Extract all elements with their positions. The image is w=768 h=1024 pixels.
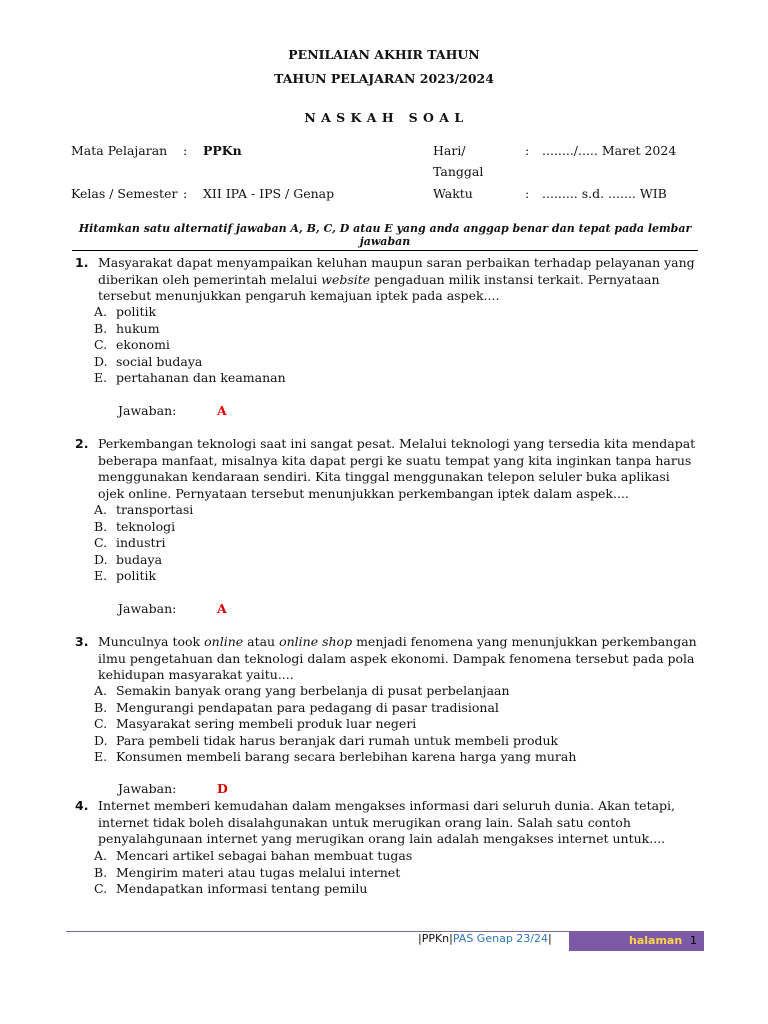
- answer-value: A: [217, 601, 227, 616]
- option-a: A. politik: [94, 304, 157, 319]
- page-number: 1: [690, 934, 697, 947]
- option-c: C. Mendapatkan informasi tentang pemilu: [94, 881, 368, 897]
- subject-colon: :: [183, 143, 188, 158]
- answer-line: Jawaban: D: [118, 781, 228, 796]
- date-label: Tanggal: [433, 164, 484, 179]
- class-colon: :: [183, 186, 188, 201]
- option-d: D. Para pembeli tidak harus beranjak dari rumah untuk membeli produk: [94, 732, 559, 748]
- option-a: A. transportasi: [94, 502, 194, 517]
- answer-value: A: [217, 403, 227, 418]
- title-line-1: PENILAIAN AKHIR TAHUN: [288, 47, 480, 62]
- option-e: E. pertahanan dan keamanan: [94, 370, 286, 386]
- page-label: halaman: [629, 934, 683, 947]
- question-number: 1.: [75, 255, 89, 270]
- option-e: E. politik: [94, 568, 157, 584]
- option-a: A. Mencari artikel sebagai bahan membuat tugas: [94, 848, 413, 863]
- answer-value: D: [217, 781, 228, 796]
- option-e: E. Konsumen membeli barang secara berlebihan karena harga yang murah: [94, 749, 577, 765]
- time-label: Waktu: [433, 186, 473, 201]
- day-value: ......../..... Maret 2024: [542, 143, 677, 158]
- option-b: B. teknologi: [94, 518, 176, 534]
- time-value: ......... s.d. ....... WIB: [542, 186, 667, 201]
- option-d: D. social budaya: [94, 353, 203, 369]
- subject-label: Mata Pelajaran: [71, 143, 168, 158]
- time-colon: :: [525, 186, 530, 201]
- subject-value: PPKn: [203, 143, 242, 158]
- footer-page-box: [569, 931, 704, 951]
- day-label: Hari/: [433, 143, 466, 158]
- day-colon: :: [525, 143, 530, 158]
- option-b: B. Mengirim materi atau tugas melalui internet: [94, 864, 401, 880]
- instruction: Hitamkan satu alternatif jawaban A, B, C, D atau E yang anda anggap benar dan tepat pada lembar jawaban: [72, 222, 698, 251]
- answer-line: Jawaban: A: [118, 403, 227, 418]
- options-list: [94, 683, 704, 766]
- options-list: [94, 304, 704, 387]
- question-number: 4.: [75, 798, 89, 813]
- title-line-2: TAHUN PELAJARAN 2023/2024: [274, 71, 494, 86]
- footer-exam: PAS Genap 23/24: [452, 932, 548, 945]
- answer-line: Jawaban: A: [118, 601, 227, 616]
- question-number: 2.: [75, 436, 89, 451]
- option-c: C. ekonomi: [94, 337, 170, 353]
- options-list: [94, 502, 704, 585]
- option-a: A. Semakin banyak orang yang berbelanja di pusat perbelanjaan: [94, 683, 510, 698]
- option-c: C. Masyarakat sering membeli produk luar negeri: [94, 716, 417, 732]
- class-label: Kelas / Semester: [71, 186, 178, 201]
- options-list: [94, 848, 704, 898]
- title-line-3: N A S K A H S O A L: [304, 110, 464, 125]
- option-c: C. industri: [94, 535, 166, 551]
- option-b: B. Mengurangi pendapatan para pedagang di pasar tradisional: [94, 699, 499, 715]
- class-value: XII IPA - IPS / Genap: [203, 186, 335, 201]
- option-d: D. budaya: [94, 551, 163, 567]
- footer-label: |PPKn|PAS Genap 23/24|: [418, 932, 552, 945]
- question-text: Internet memberi kemudahan dalam mengakses informasi dari seluruh dunia. Akan tetapi, internet tidak boleh disalahgunakan untuk merugikan orang lain. Salah satu contoh penyalahgunaan internet yang merugikan orang lain adalah mengakses internet untuk....: [98, 798, 676, 847]
- question-text: Perkembangan teknologi saat ini sangat pesat. Melalui teknologi yang tersedia kita mendapat beberapa manfaat, misalnya kita dapat pergi ke suatu tempat yang kita inginkan tanpa harus menggunakan kendaraan sendiri. Kita tinggal menggunakan telepon seluler buka aplikasi ojek online. Pernyataan tersebut menunjukkan perkembangan iptek dalam aspek....: [98, 436, 696, 501]
- question-number: 3.: [75, 634, 89, 649]
- question-text: Masyarakat dapat menyampaikan keluhan maupun saran perbaikan terhadap pelayanan yang diberikan oleh pemerintah melalui website pengaduan milik instansi terkait. Pernyataan tersebut menunjukkan pengaruh kemajuan iptek pada aspek....: [98, 255, 695, 304]
- option-b: B. hukum: [94, 320, 160, 336]
- question-text: Munculnya took online atau online shop menjadi fenomena yang menunjukkan perkembangan ilmu pengetahuan dan teknologi dalam aspek ekonomi. Dampak fenomena tersebut pada pola kehidupan masyarakat yaitu....: [98, 634, 697, 683]
